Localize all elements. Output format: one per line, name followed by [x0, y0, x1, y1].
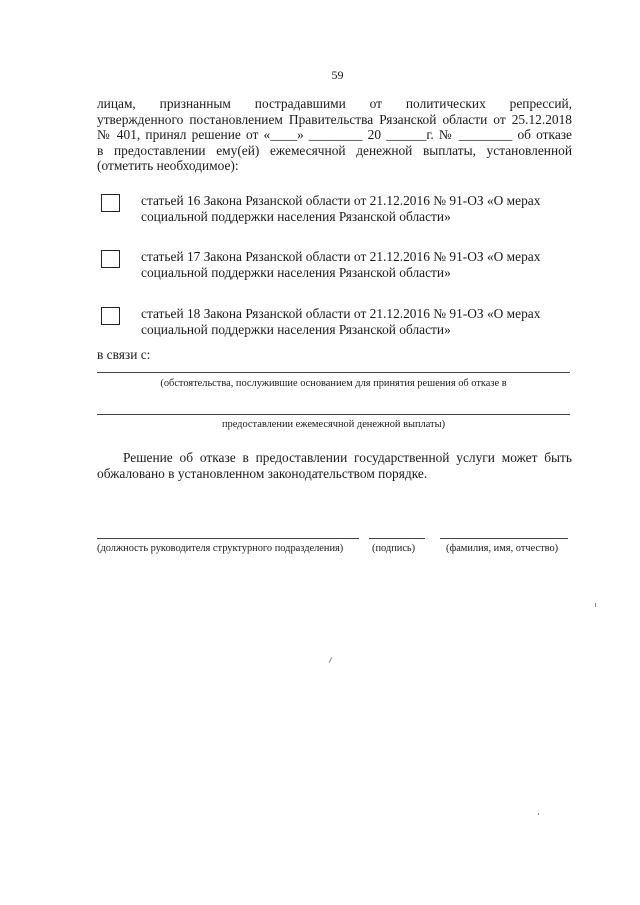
reason-caption-2: предоставлении ежемесячной денежной выплаты) — [221, 419, 446, 430]
option-checkbox[interactable] — [101, 250, 120, 268]
option-text — [141, 306, 571, 338]
intro-line: (отметить необходимое): — [97, 158, 239, 174]
position-line[interactable] — [97, 538, 359, 539]
intro-line: утвержденного постановлением Правительства Рязанской области от 25.12.2018 — [97, 111, 572, 127]
intro-paragraph — [97, 96, 572, 174]
intro-line: в предоставлении ему(ей) ежемесячной денежной выплаты, установленной — [97, 142, 572, 158]
scan-speck — [538, 813, 539, 815]
option-checkbox[interactable] — [101, 307, 120, 325]
page-number: 59 — [331, 68, 344, 82]
option-text — [141, 193, 571, 225]
reason-label: в связи с: — [97, 347, 151, 362]
name-line[interactable] — [440, 538, 568, 539]
position-caption: (должность руководителя структурного подразделения) — [97, 543, 344, 554]
scan-speck — [329, 657, 332, 663]
option-text-line: социальной поддержки населения Рязанской области» — [141, 209, 451, 224]
option-text-line: социальной поддержки населения Рязанской области» — [141, 322, 451, 337]
reason-caption-1: (обстоятельства, послужившие основанием для принятия решения об отказе в — [160, 378, 507, 389]
option-article-18[interactable] — [101, 307, 571, 347]
option-text-line: статьей 18 Закона Рязанской области от 21.12.2016 № 91-ОЗ «О мерах — [141, 306, 541, 321]
option-checkbox[interactable] — [101, 194, 120, 212]
option-text-line: социальной поддержки населения Рязанской области» — [141, 265, 451, 280]
reason-line-2[interactable] — [97, 414, 570, 415]
decision-paragraph: Решение об отказе в предоставлении государственной услуги может быть обжаловано в установленном законодательством порядке. — [97, 450, 572, 481]
signature-line[interactable] — [369, 538, 425, 539]
option-article-16[interactable] — [101, 194, 571, 234]
scan-speck — [595, 603, 596, 607]
name-caption: (фамилия, имя, отчество) — [446, 543, 559, 554]
reason-line-1[interactable] — [97, 372, 570, 373]
option-text-line: статьей 17 Закона Рязанской области от 21.12.2016 № 91-ОЗ «О мерах — [141, 249, 541, 264]
intro-line: № 401, принял решение от «____» ________ 20 ______г. № ________ об отказе — [97, 127, 572, 143]
option-text — [141, 249, 571, 281]
signature-caption: (подпись) — [372, 543, 416, 554]
intro-line: лицам, признанным пострадавшими от политических репрессий, — [97, 96, 572, 111]
option-article-17[interactable] — [101, 250, 571, 290]
option-text-line: статьей 16 Закона Рязанской области от 21.12.2016 № 91-ОЗ «О мерах — [141, 193, 541, 208]
